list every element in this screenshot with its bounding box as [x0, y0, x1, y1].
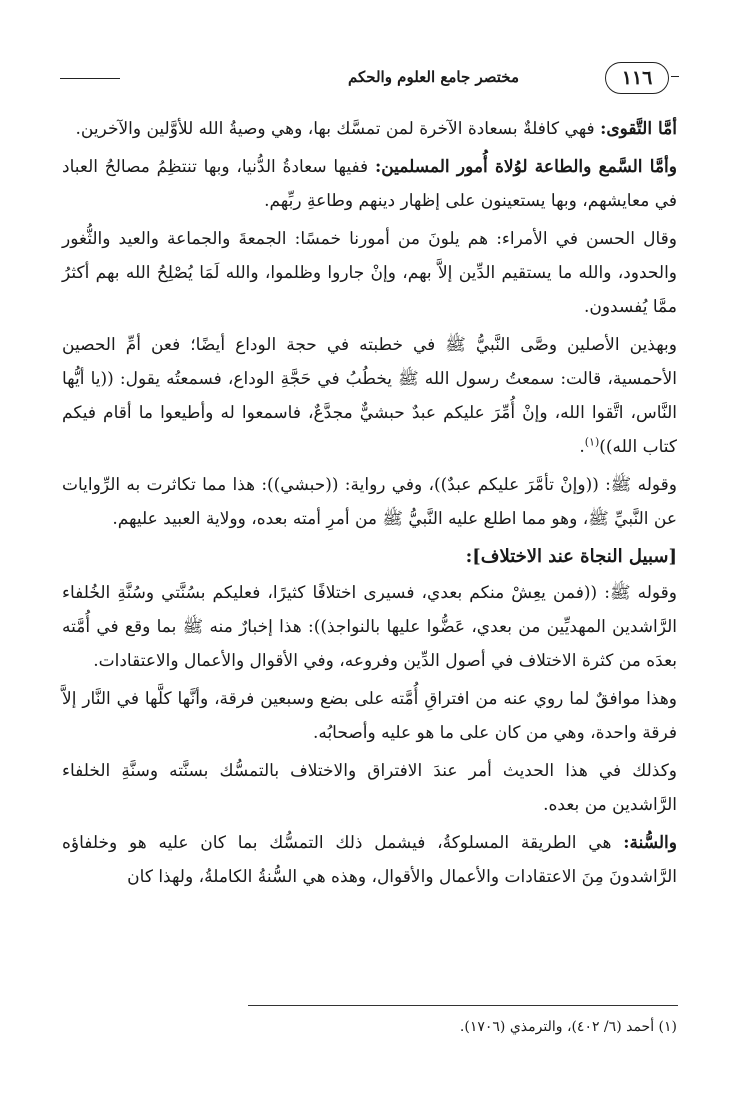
paragraph-text: ففيها سعادةُ الدُّنيا، وبها تنتظِمُ مصالحُ العباد في معايشهم، وبها يستعينون على إظهار دينهم وطاعةِ ربِّهم. [62, 157, 677, 211]
header-rule [60, 78, 120, 79]
paragraph-text: وبهذين الأصلين وصَّى النَّبيُّ ﷺ في خطبته في حجة الوداع أيضًا؛ فعن أمِّ الحصين الأحمسية، قالت: سمعتُ رسول الله ﷺ يخطُبُ في حَجَّةِ الوداع، فسمعتُه يقول: ((يا أيُّها النَّاس، اتَّقوا الله، وإنْ أُمِّرَ عليكم عبدٌ حبشيٌّ مجدَّعٌ، فاسمعوا له وأطيعوا ما أقام فيكم كتاب الله)) [62, 335, 677, 457]
footnote-reference[interactable]: (١) [584, 435, 600, 449]
paragraph [62, 112, 677, 146]
paragraph-lead: أمَّا التَّقوى: [600, 119, 677, 139]
paragraph [62, 328, 677, 464]
footnote-separator [248, 1005, 678, 1006]
paragraph [62, 754, 677, 822]
section-heading: [سبيل النجاة عند الاختلاف]: [465, 546, 677, 567]
paragraph-text: هي الطريقة المسلوكةُ، فيشمل ذلك التمسُّك بما كان عليه هو وخلفاؤه الرَّاشدونَ مِنَ الاعتقادات والأعمال والأقوال، وهذه هي السُّنةُ الكاملةُ، ولهذا كان [62, 833, 677, 887]
paragraph-tail: . [579, 437, 585, 457]
paragraph [62, 576, 677, 678]
page-number: ١١٦ [605, 62, 669, 94]
page-header [60, 62, 679, 96]
paragraph [62, 222, 677, 324]
paragraph [62, 682, 677, 750]
paragraph-text: وقوله ﷺ: ((وإنْ تأمَّرَ عليكم عبدٌ))، وفي رواية: ((حبشي)): هذا مما تكاثرت به الرِّوايات عن النَّبيِّ ﷺ، وهو مما اطلع عليه النَّبيُّ ﷺ من أمرِ أمته بعده، وولاية العبيد عليهم. [62, 475, 677, 529]
paragraph-text: فهي كافلةٌ بسعادة الآخرة لمن تمسَّك بها، وهي وصيةُ الله للأوَّلين والآخرين. [75, 119, 601, 139]
paragraph-text: وكذلك في هذا الحديث أمر عندَ الافتراق والاختلاف بالتمسُّك بسنَّته وسنَّةِ الخلفاء الرَّاشدين من بعده. [62, 761, 678, 815]
footnote: (١) أحمد (٦/ ٤٠٢)، والترمذي (١٧٠٦). [459, 1019, 677, 1035]
paragraph-text: وقوله ﷺ: ((فمن يعِشْ منكم بعدي، فسيرى اختلافًا كثيرًا، فعليكم بسُنَّتي وسُنَّةِ الخُلفاء الرَّاشدين المهديِّين من بعدي، عَضُّوا عليها بالنواجذ)): هذا إخبارٌ منه ﷺ بما وقع في أُمَّته بعدَه من كثرة الاختلاف في أصول الدِّين وفروعه، وفي الأقوال والأعمال والاعتقادات. [62, 583, 677, 671]
paragraph [62, 150, 677, 218]
header-dash [671, 76, 679, 77]
paragraph [62, 826, 677, 894]
paragraph [62, 468, 677, 536]
paragraph-lead: والسُّنة: [623, 833, 677, 853]
paragraph-text: وهذا موافقٌ لما روي عنه من افتراقِ أُمَّته على بضع وسبعين فرقة، وأنَّها كلَّها في النَّار إلاَّ فرقة واحدة، وهي من كان على ما هو عليه وأصحابُه. [62, 689, 677, 743]
paragraph-text: وقال الحسن في الأمراء: هم يلونَ من أمورنا خمسًا: الجمعةَ والجماعة والعيد والثُّغور والحدود، والله ما يستقيم الدِّين إلاَّ بهم، وإنْ جاروا وظلموا، والله لَمَا يُصْلِحُ الله بهم أكثرُ ممَّا يُفسدون. [62, 229, 677, 317]
body-text [62, 112, 677, 898]
running-title: مختصر جامع العلوم والحكم [348, 68, 519, 86]
paragraph-lead: وأمَّا السَّمع والطاعة لوُلاة أُمور المسلمين: [374, 157, 677, 177]
